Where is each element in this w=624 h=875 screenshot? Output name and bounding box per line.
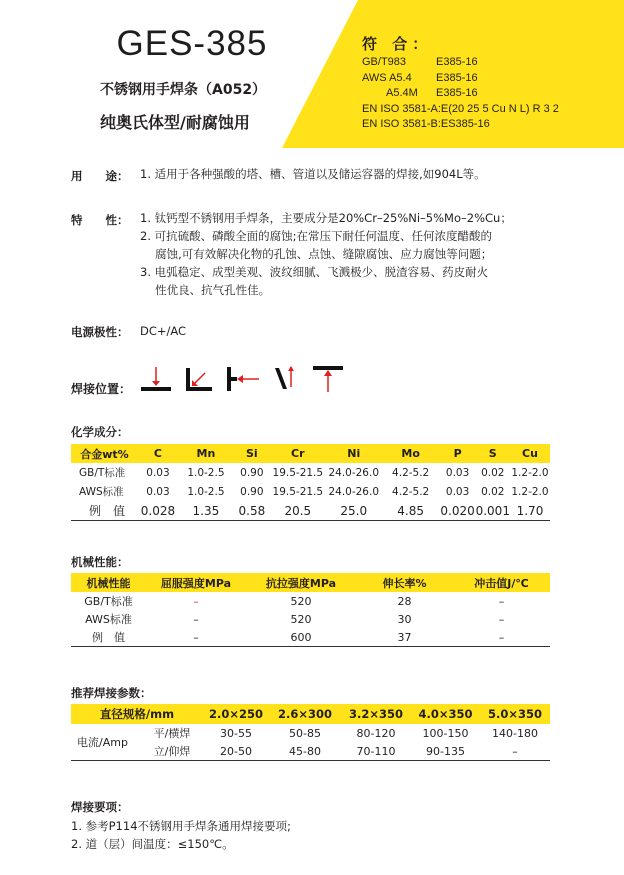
mechanical-title: 机械性能： <box>71 555 129 569</box>
mechanical-header-row <box>71 573 550 592</box>
feature-line: 1. 钛钙型不锈钢用手焊条，主要成分是20%Cr–25%Ni–5%Mo–2%Cu； <box>140 211 512 225</box>
feature-line: 2. 可抗硫酸、磷酸全面的腐蚀;在常压下耐任何温度、任何浓度醋酸的 <box>140 229 492 243</box>
table-header: Mn <box>178 444 234 463</box>
table-row: 例 值 – 600 37 – <box>71 628 550 647</box>
polarity-label: 电源极性： <box>71 325 129 339</box>
table-row: GB/T标准 0.03 1.0-2.5 0.90 19.5-21.5 24.0-26.0 4.2-5.2 0.03 0.02 1.2-2.0 <box>79 466 549 479</box>
chemistry-header-row <box>71 444 550 463</box>
table-header: Cr <box>270 444 326 463</box>
table-header: 3.2×350 <box>341 704 411 724</box>
flat-position-icon <box>140 365 172 393</box>
feature-line: 腐蚀,可有效解决化物的孔蚀、点蚀、缝隙腐蚀、应力腐蚀等问题； <box>140 247 493 261</box>
table-header: 抗拉强度MPa <box>246 573 356 592</box>
table-row: 电流/Amp 平/横焊 30-55 50-85 80-120 100-150 140-180 <box>71 724 550 742</box>
usage-label: 用 途： <box>71 169 129 183</box>
table-header: 4.0×350 <box>411 704 480 724</box>
product-code: GES-385 <box>116 24 268 63</box>
standard-row: A5.4M E385-16 <box>386 87 478 99</box>
feature-line: 3. 电弧稳定、成型美观、波纹细腻、飞溅极少、脱渣容易、药皮耐火 <box>140 265 489 279</box>
product-type: 纯奥氏体型/耐腐蚀用 <box>100 113 250 132</box>
table-header: Mo <box>382 444 440 463</box>
features-label: 特 性： <box>71 213 129 227</box>
chemistry-title: 化学成分： <box>71 425 129 439</box>
overhead-position-icon <box>312 365 344 393</box>
table-header: 机械性能 <box>71 573 146 592</box>
standard-row: GB/T983 E385-16 <box>362 56 478 68</box>
table-header: 2.6×300 <box>269 704 341 724</box>
table-header: Cu <box>510 444 550 463</box>
table-header: P <box>440 444 476 463</box>
current-header-row <box>71 704 550 724</box>
positions-label: 焊接位置： <box>71 382 132 396</box>
table-header: 屈服强度MPa <box>146 573 246 592</box>
product-subtitle: 不锈钢用手焊条（A052） <box>100 82 267 98</box>
note-item: 1. 参考P114不锈钢用手焊条通用焊接要项; <box>71 819 291 833</box>
table-row: 立/仰焊 20-50 45-80 70-110 90-135 – <box>71 742 550 761</box>
iso-standard-a: EN ISO 3581-A:E(20 25 5 Cu N L) R 3 2 <box>362 102 559 115</box>
chemistry-table <box>71 444 550 521</box>
vertical-position-icon <box>273 365 299 393</box>
conformity-label: 符 合： <box>362 35 433 53</box>
table-row: GB/T标准 – 520 28 – <box>84 594 505 608</box>
table-header: 直径规格/mm <box>71 704 203 724</box>
notes-list <box>71 817 291 853</box>
features-text <box>140 209 512 299</box>
table-row: 例 值 0.028 1.35 0.58 20.5 25.0 4.85 0.020 0.001 1.70 <box>71 501 550 521</box>
table-header: 伸长率% <box>356 573 453 592</box>
note-item: 2. 道（层）间温度：≤150℃。 <box>71 837 234 851</box>
polarity-value: DC+/AC <box>140 324 187 338</box>
table-header: Si <box>234 444 270 463</box>
table-header: S <box>476 444 510 463</box>
table-header: 冲击值J/℃ <box>453 573 550 592</box>
standard-row: AWS A5.4 E385-16 <box>362 71 478 84</box>
table-row: AWS标准 – 520 30 – <box>85 612 505 626</box>
usage-text: 1. 适用于各种强酸的塔、槽、管道以及储运容器的焊接,如904L等。 <box>140 167 486 181</box>
horizontal-position-icon <box>226 365 260 393</box>
position-icons <box>140 365 352 397</box>
table-header: 5.0×350 <box>480 704 550 724</box>
current-table <box>71 704 550 761</box>
horizontal-fillet-icon <box>185 365 213 393</box>
table-header: C <box>138 444 178 463</box>
table-row: AWS标准 0.03 1.0-2.5 0.90 19.5-21.5 24.0-26.0 4.2-5.2 0.03 0.02 1.2-2.0 <box>79 485 549 498</box>
current-group-label: 电流/Amp <box>71 724 141 761</box>
table-header: Ni <box>326 444 382 463</box>
conformity-list <box>362 55 559 133</box>
table-header: 合金wt% <box>71 444 138 463</box>
mechanical-table <box>71 573 550 647</box>
notes-title: 焊接要项： <box>71 800 129 814</box>
feature-line: 性优良、抗气孔性佳。 <box>140 283 271 297</box>
current-title: 推荐焊接参数： <box>71 686 152 700</box>
iso-standard-b: EN ISO 3581-B:ES385-16 <box>362 118 490 130</box>
table-header: 2.0×250 <box>203 704 269 724</box>
